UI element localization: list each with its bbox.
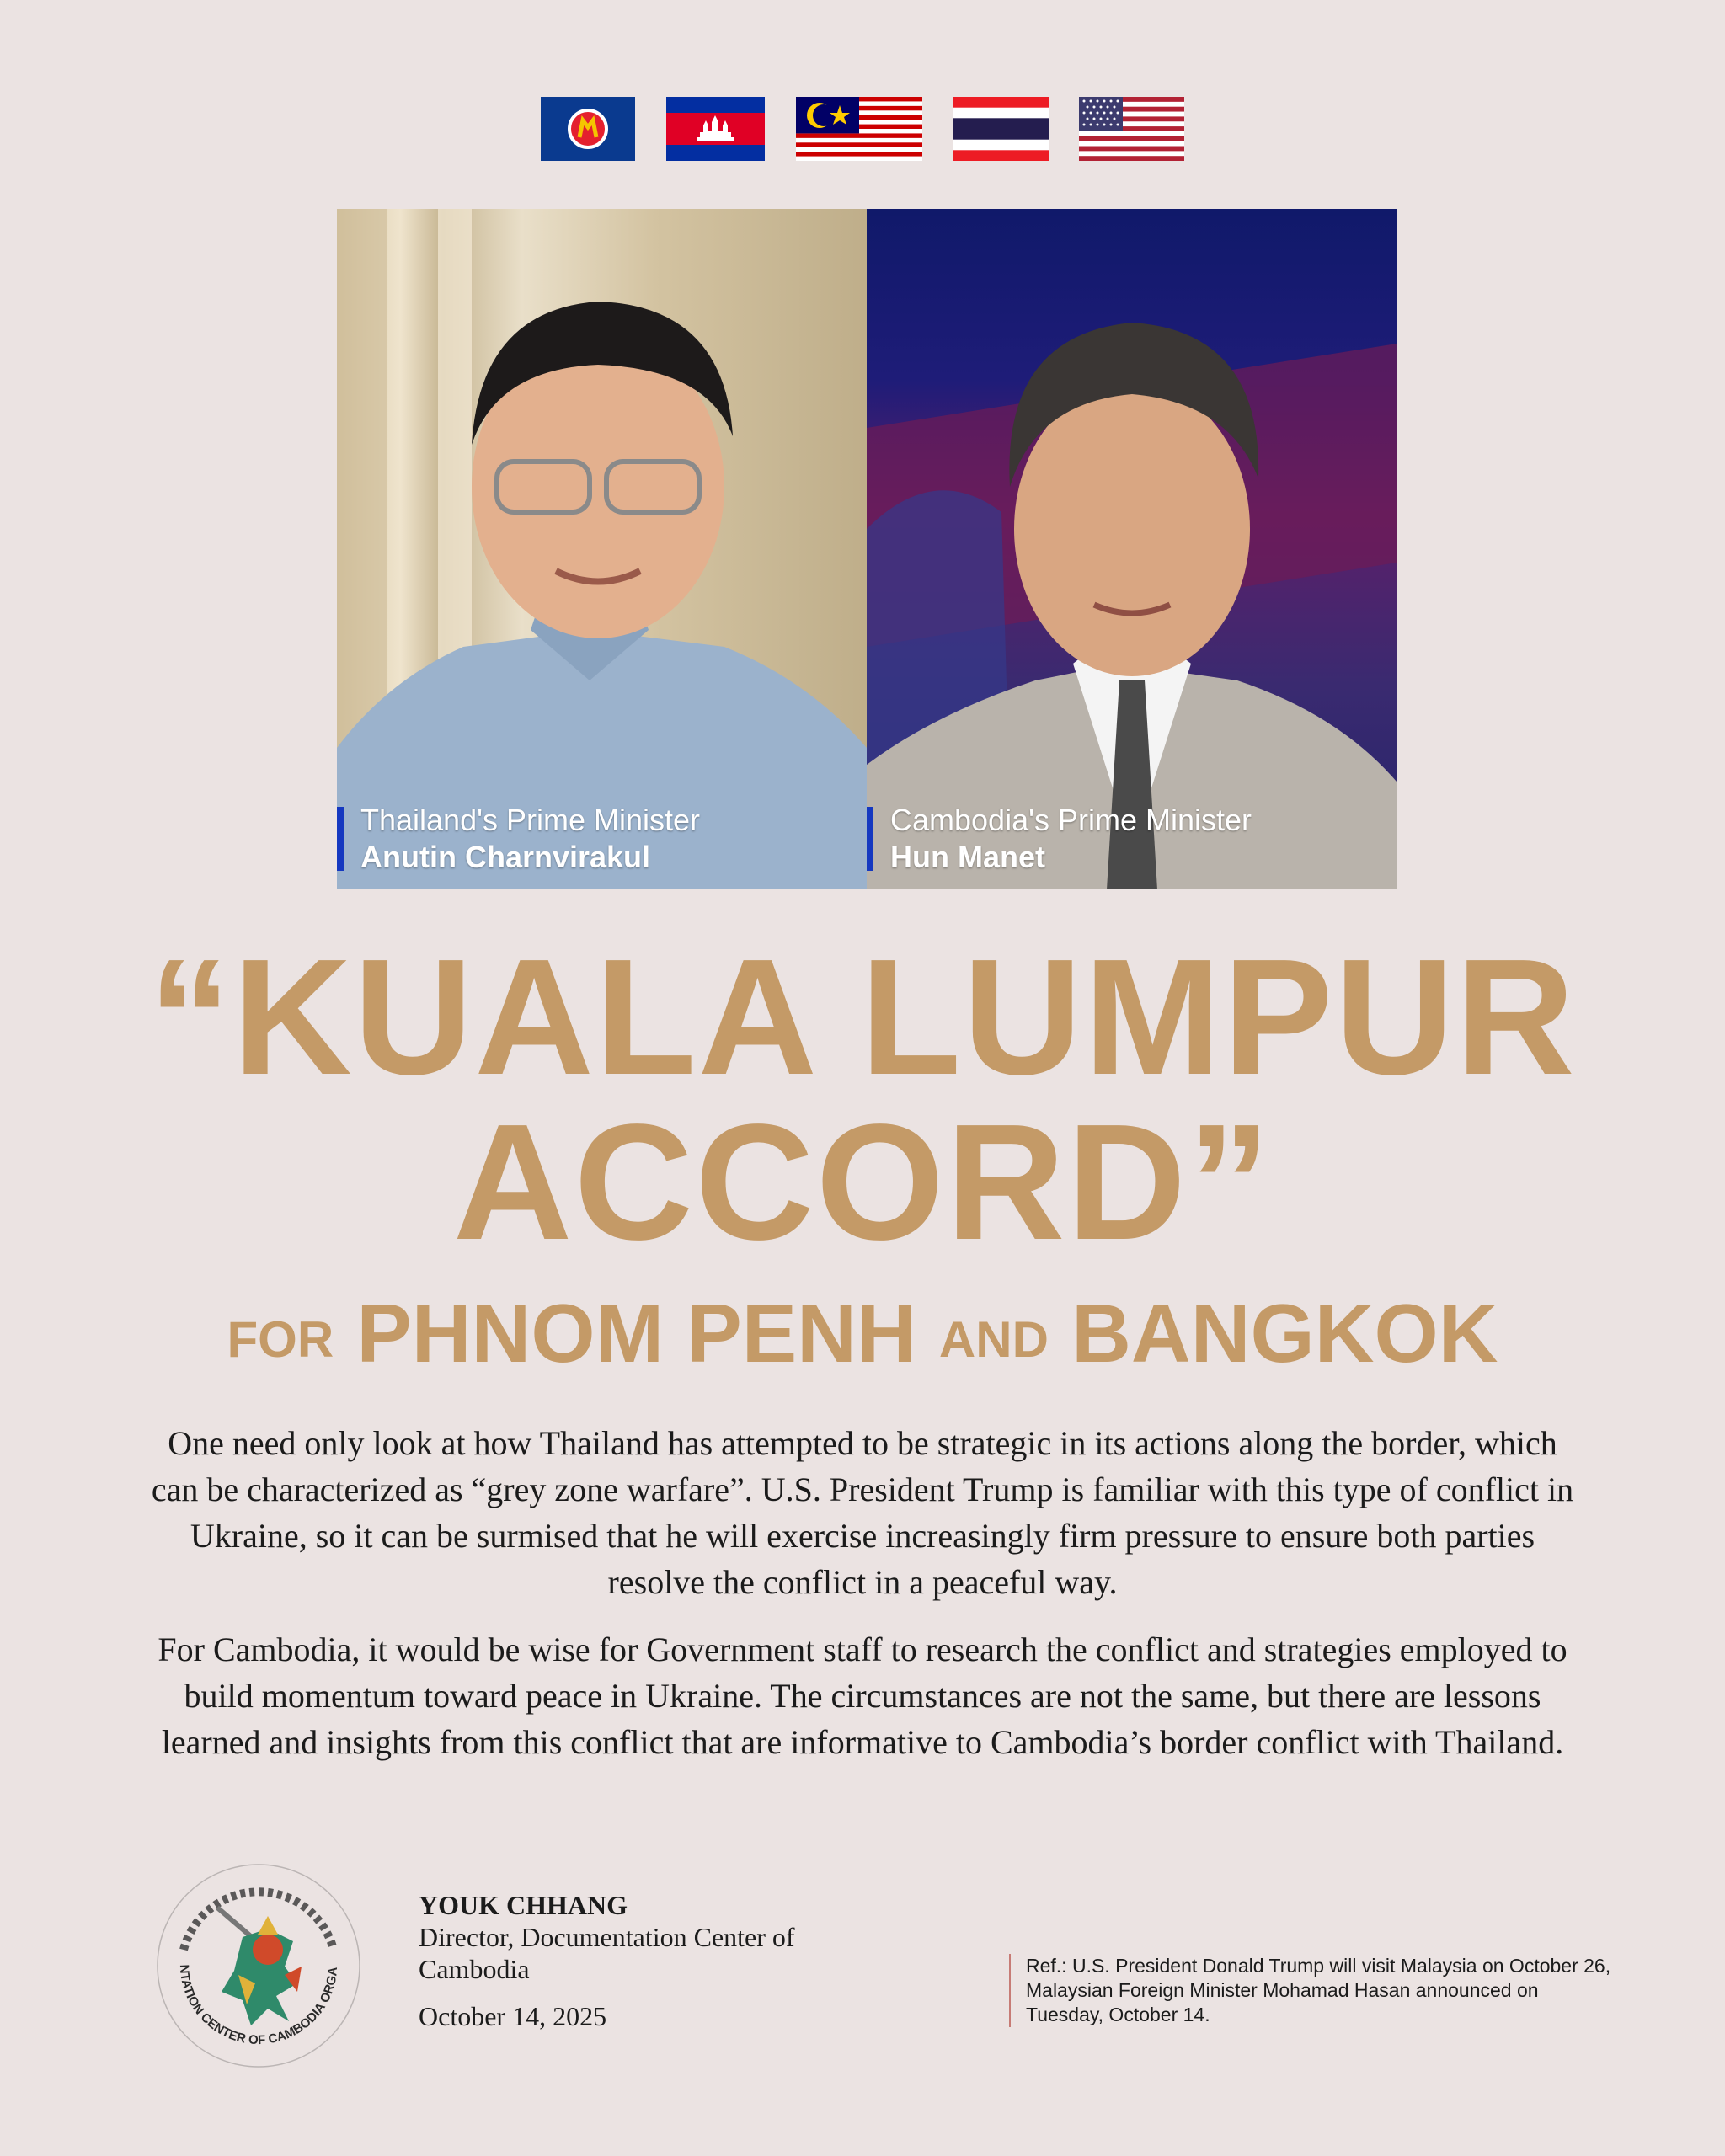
cambodia-flag-icon	[666, 97, 765, 161]
portrait-panel	[337, 209, 1397, 889]
headline-line-2: ACCORD”	[452, 1090, 1273, 1274]
thai-pm-caption	[337, 802, 700, 876]
cambodia-pm-role: Cambodia's Prime Minister	[890, 803, 1252, 837]
signature-date: October 14, 2025	[419, 2001, 607, 2031]
signature-block	[419, 1889, 857, 2032]
asean-flag-icon	[541, 97, 635, 161]
subtitle-city-1: PHNOM PENH	[356, 1287, 916, 1380]
cambodia-pm-name: Hun Manet	[890, 840, 1045, 874]
portrait-illustration-right	[867, 209, 1397, 889]
body-paragraph-1: One need only look at how Thailand has attempted to be strategic in its actions along the border, which can be characterized as “grey zone warfare”. U.S. President Trump is familiar with this type of conflict in Ukraine, so it can be surmised that he will exercise increasingly firm pressure to ensure both parties resolve the conflict in a peaceful way.	[151, 1424, 1574, 1601]
thai-pm-photo	[337, 209, 867, 889]
thai-pm-role: Thailand's Prime Minister	[360, 803, 700, 837]
signatory-title: Director, Documentation Center of Cambodia	[419, 1922, 795, 1984]
thai-pm-name: Anutin Charnvirakul	[360, 840, 651, 874]
reference-note: Ref.: U.S. President Donald Trump will visit Malaysia on October 26, Malaysian Foreign Minister Mohamad Hasan announced on Tuesday, October 14.	[1009, 1954, 1616, 2027]
headline-subtitle	[0, 1287, 1725, 1386]
headline-line-1: “KUALA LUMPUR	[148, 925, 1577, 1109]
usa-flag-icon	[1079, 97, 1184, 161]
malaysia-flag-icon	[796, 97, 922, 161]
flag-row	[0, 97, 1725, 161]
caption-accent-bar	[337, 807, 344, 871]
subtitle-for: FOR	[227, 1311, 334, 1368]
subtitle-city-2: BANGKOK	[1071, 1287, 1498, 1380]
dc-cam-seal-icon	[150, 1857, 367, 2074]
caption-accent-bar	[867, 807, 873, 871]
portrait-illustration-left	[337, 209, 867, 889]
thailand-flag-icon	[953, 97, 1049, 161]
svg-text:DOCUMENTATION CENTER OF CAMBOD: NTATION CENTER OF CAMBODIA ORGA	[176, 1964, 341, 2048]
subtitle-and: AND	[938, 1311, 1049, 1368]
signatory-name: YOUK CHHANG	[419, 1890, 628, 1920]
cambodia-pm-photo	[867, 209, 1397, 889]
body-paragraph-2: For Cambodia, it would be wise for Government staff to research the conflict and strategies employed to build momentum toward peace in Ukraine. The circumstances are not the same, but there are lessons learned and insights from this conflict that are informative to Cambodia’s border conflict with Thailand.	[158, 1630, 1567, 1761]
cambodia-pm-caption	[867, 802, 1252, 876]
